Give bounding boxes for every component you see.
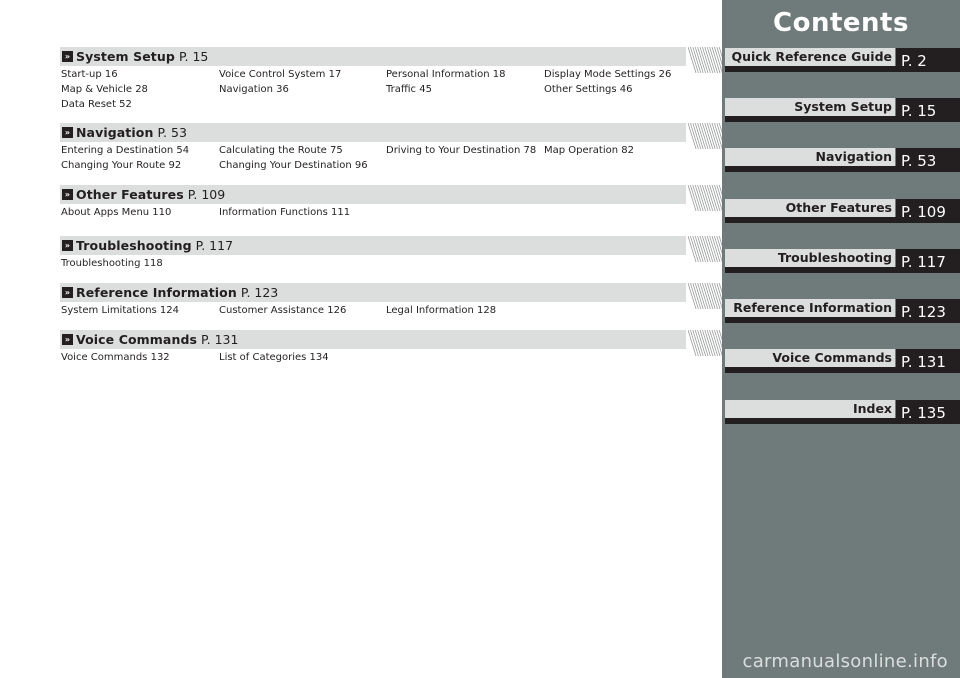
tab-label: Index: [725, 400, 895, 418]
section-title: Voice Commands: [76, 332, 198, 347]
tab-page: P. 2: [896, 48, 960, 72]
section-items: [60, 350, 722, 365]
diagonal-hatch-icon: [688, 330, 722, 356]
diagonal-hatch-icon: [688, 123, 722, 149]
contents-main: [60, 0, 722, 678]
section-other-features: [60, 185, 722, 220]
section-page: P. 131: [201, 332, 239, 347]
tab-quick-reference-guide[interactable]: [722, 45, 960, 79]
section-page: P. 109: [187, 187, 226, 202]
tab-label: System Setup: [725, 98, 895, 116]
diagonal-hatch-icon: [688, 185, 722, 211]
double-chevron-right-icon: »: [62, 51, 73, 62]
section-page: P. 123: [240, 285, 279, 300]
list-item[interactable]: Map & Vehicle 28: [61, 84, 148, 95]
list-item[interactable]: List of Categories 134: [219, 352, 329, 363]
tab-label: Quick Reference Guide: [725, 48, 895, 66]
tab-page: P. 109: [896, 199, 960, 223]
tab-other-features[interactable]: [722, 196, 960, 230]
list-item[interactable]: Troubleshooting 118: [61, 258, 163, 269]
tab-navigation[interactable]: [722, 145, 960, 179]
list-item[interactable]: Other Settings 46: [544, 84, 633, 95]
list-item[interactable]: Traffic 45: [386, 84, 432, 95]
watermark: carmanualsonline.info: [742, 651, 948, 672]
section-system-setup: [60, 47, 722, 112]
double-chevron-right-icon: »: [62, 334, 73, 345]
list-item[interactable]: Display Mode Settings 26: [544, 69, 672, 80]
list-item[interactable]: Voice Control System 17: [219, 69, 342, 80]
section-navigation: [60, 123, 722, 173]
tab-index[interactable]: [722, 397, 960, 431]
tab-label: Troubleshooting: [725, 249, 895, 267]
tab-label: Voice Commands: [725, 349, 895, 367]
list-item[interactable]: Navigation 36: [219, 84, 289, 95]
list-item[interactable]: Personal Information 18: [386, 69, 506, 80]
list-item[interactable]: Information Functions 111: [219, 207, 351, 218]
section-title: Navigation: [76, 125, 154, 140]
tab-page: P. 123: [896, 299, 960, 323]
section-title: Troubleshooting: [76, 238, 192, 253]
section-items: [60, 303, 722, 318]
list-item[interactable]: Changing Your Destination 96: [219, 160, 368, 171]
double-chevron-right-icon: »: [62, 240, 73, 251]
list-item[interactable]: Customer Assistance 126: [219, 305, 347, 316]
section-header[interactable]: [60, 123, 686, 142]
contents-sidebar: [722, 0, 960, 678]
tab-page: P. 53: [896, 148, 960, 172]
section-header[interactable]: [60, 283, 686, 302]
sidebar-title: Contents: [773, 8, 909, 38]
tab-page: P. 15: [896, 98, 960, 122]
diagonal-hatch-icon: [688, 283, 722, 309]
section-items: [60, 205, 722, 220]
tab-reference-information[interactable]: [722, 296, 960, 330]
list-item[interactable]: Legal Information 128: [386, 305, 497, 316]
section-header[interactable]: [60, 330, 686, 349]
section-title: Reference Information: [76, 285, 237, 300]
tab-page: P. 117: [896, 249, 960, 273]
section-header[interactable]: [60, 47, 686, 66]
diagonal-hatch-icon: [688, 47, 722, 73]
double-chevron-right-icon: »: [62, 287, 73, 298]
section-page: P. 53: [157, 125, 187, 140]
list-item[interactable]: Voice Commands 132: [61, 352, 170, 363]
section-title: Other Features: [76, 187, 184, 202]
list-item[interactable]: Map Operation 82: [544, 145, 634, 156]
section-troubleshooting: [60, 236, 722, 271]
section-voice-commands: [60, 330, 722, 365]
list-item[interactable]: Calculating the Route 75: [219, 145, 343, 156]
diagonal-hatch-icon: [688, 236, 722, 262]
double-chevron-right-icon: »: [62, 189, 73, 200]
double-chevron-right-icon: »: [62, 127, 73, 138]
tab-label: Other Features: [725, 199, 895, 217]
section-reference-information: [60, 283, 722, 318]
section-items: [60, 143, 722, 173]
section-page: P. 117: [195, 238, 234, 253]
list-item[interactable]: Data Reset 52: [61, 99, 132, 110]
tab-page: P. 135: [896, 400, 960, 424]
section-title: System Setup: [76, 49, 175, 64]
list-item[interactable]: Entering a Destination 54: [61, 145, 190, 156]
list-item[interactable]: System Limitations 124: [61, 305, 180, 316]
tab-page: P. 131: [896, 349, 960, 373]
tab-label: Navigation: [725, 148, 895, 166]
section-page: P. 15: [178, 49, 209, 64]
section-items: [60, 67, 722, 112]
section-header[interactable]: [60, 236, 686, 255]
tab-troubleshooting[interactable]: [722, 246, 960, 280]
list-item[interactable]: Driving to Your Destination 78: [386, 145, 537, 156]
list-item[interactable]: Changing Your Route 92: [61, 160, 182, 171]
section-header[interactable]: [60, 185, 686, 204]
tab-label: Reference Information: [725, 299, 895, 317]
tab-voice-commands[interactable]: [722, 346, 960, 380]
tab-system-setup[interactable]: [722, 95, 960, 129]
list-item[interactable]: About Apps Menu 110: [61, 207, 172, 218]
list-item[interactable]: Start-up 16: [61, 69, 118, 80]
section-items: [60, 256, 722, 271]
